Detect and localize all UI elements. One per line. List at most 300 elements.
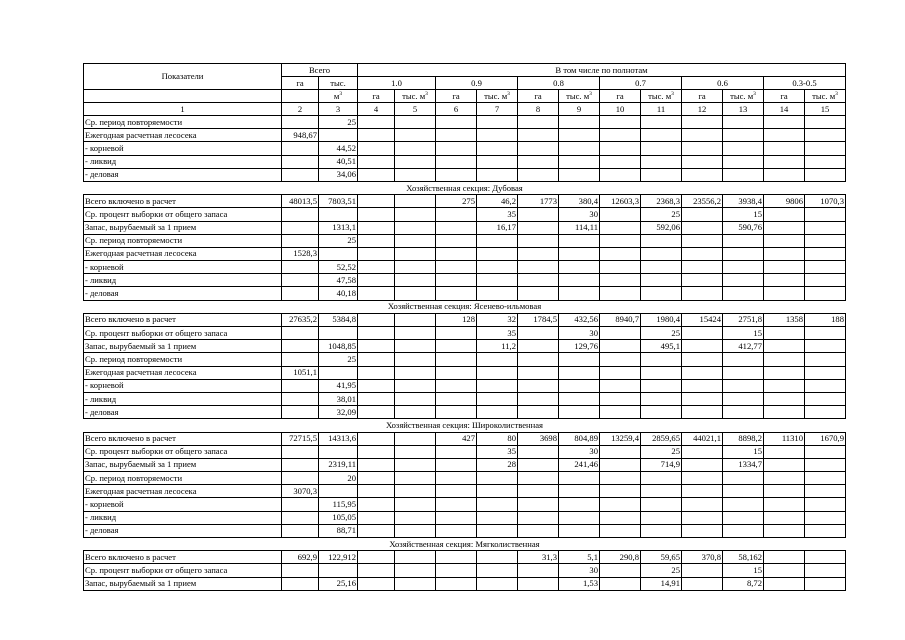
- table-cell: [436, 353, 477, 366]
- table-cell: 25: [641, 564, 682, 577]
- column-number: 14: [764, 103, 805, 116]
- table-cell: [436, 327, 477, 340]
- header-total: Всего: [282, 64, 358, 77]
- table-cell: [559, 485, 600, 498]
- table-cell: [723, 472, 764, 485]
- units-ha: га: [358, 90, 395, 103]
- table-cell: [600, 577, 641, 590]
- table-cell: [436, 577, 477, 590]
- table-cell: [559, 274, 600, 287]
- table-cell: 1784,5: [518, 313, 559, 326]
- table-cell: 804,89: [559, 432, 600, 445]
- table-cell: [723, 511, 764, 524]
- units-thous-m3: тыс. $м^3$: [477, 90, 518, 103]
- row-label: Запас, вырубаемый за 1 прием: [84, 458, 282, 471]
- table-cell: [559, 379, 600, 392]
- table-cell: [518, 208, 559, 221]
- table-cell: [436, 458, 477, 471]
- table-cell: [559, 129, 600, 142]
- table-cell: [282, 353, 319, 366]
- table-row: [84, 564, 846, 577]
- table-cell: [600, 485, 641, 498]
- table-cell: [805, 247, 846, 260]
- table-cell: [477, 577, 518, 590]
- table-cell: [805, 142, 846, 155]
- table-cell: [395, 195, 436, 208]
- table-cell: [395, 445, 436, 458]
- units-empty: [84, 90, 282, 103]
- table-cell: [358, 485, 395, 498]
- table-cell: [641, 287, 682, 300]
- table-cell: [436, 274, 477, 287]
- table-cell: [805, 116, 846, 129]
- table-cell: 2859,65: [641, 432, 682, 445]
- row-label: Ср. процент выборки от общего запаса: [84, 327, 282, 340]
- table-cell: 40,51: [319, 155, 358, 168]
- table-row: [84, 340, 846, 353]
- row-label: Ср. период повторяемости: [84, 472, 282, 485]
- table-cell: 59,65: [641, 551, 682, 564]
- table-body: [84, 116, 846, 591]
- table-cell: 88,71: [319, 524, 358, 537]
- column-number: 2: [282, 103, 319, 116]
- table-cell: [723, 366, 764, 379]
- table-cell: [358, 142, 395, 155]
- table-cell: [358, 392, 395, 405]
- table-cell: [282, 472, 319, 485]
- table-cell: [518, 116, 559, 129]
- table-cell: 129,76: [559, 340, 600, 353]
- table-cell: [723, 142, 764, 155]
- table-cell: [723, 168, 764, 181]
- section-title: Хозяйственная секция: Дубовая: [84, 181, 846, 194]
- table-cell: [600, 524, 641, 537]
- table-cell: [600, 247, 641, 260]
- table-cell: [600, 472, 641, 485]
- table-cell: 25: [319, 234, 358, 247]
- table-cell: [641, 116, 682, 129]
- section-header-row: [84, 181, 846, 194]
- table-cell: 8940,7: [600, 313, 641, 326]
- table-row: [84, 458, 846, 471]
- table-cell: [764, 129, 805, 142]
- table-cell: [358, 524, 395, 537]
- table-cell: [682, 379, 723, 392]
- table-cell: [395, 524, 436, 537]
- table-cell: [682, 485, 723, 498]
- table-cell: [477, 551, 518, 564]
- table-cell: [358, 406, 395, 419]
- table-cell: [282, 511, 319, 524]
- table-cell: 241,46: [559, 458, 600, 471]
- table-cell: [436, 142, 477, 155]
- table-cell: 1773: [518, 195, 559, 208]
- column-number: 11: [641, 103, 682, 116]
- table-cell: [600, 142, 641, 155]
- table-cell: [600, 458, 641, 471]
- table-cell: [518, 274, 559, 287]
- document-page: [83, 63, 846, 591]
- table-cell: [559, 511, 600, 524]
- row-label: Ежегодная расчетная лесосека: [84, 485, 282, 498]
- table-cell: [682, 564, 723, 577]
- section-title: Хозяйственная секция: Широколиственная: [84, 419, 846, 432]
- table-row: [84, 406, 846, 419]
- table-cell: [764, 564, 805, 577]
- table-cell: [436, 340, 477, 353]
- table-cell: [436, 564, 477, 577]
- table-cell: [518, 234, 559, 247]
- table-cell: [358, 458, 395, 471]
- units-row: [84, 90, 846, 103]
- table-cell: 2368,3: [641, 195, 682, 208]
- table-cell: [358, 168, 395, 181]
- table-cell: 52,52: [319, 261, 358, 274]
- row-label: Ср. период повторяемости: [84, 353, 282, 366]
- table-cell: [358, 498, 395, 511]
- table-cell: [764, 221, 805, 234]
- table-cell: [477, 485, 518, 498]
- table-cell: [600, 274, 641, 287]
- row-label: - ликвид: [84, 511, 282, 524]
- table-cell: 46,2: [477, 195, 518, 208]
- table-cell: 41,95: [319, 379, 358, 392]
- row-label: Всего включено в расчет: [84, 432, 282, 445]
- table-cell: [764, 472, 805, 485]
- units-ha: га: [518, 90, 559, 103]
- table-cell: 290,8: [600, 551, 641, 564]
- table-cell: [395, 432, 436, 445]
- table-cell: [764, 287, 805, 300]
- table-cell: [358, 116, 395, 129]
- table-cell: [395, 247, 436, 260]
- section-title: Хозяйственная секция: Мягколиственная: [84, 538, 846, 551]
- table-cell: [395, 406, 436, 419]
- table-cell: [477, 498, 518, 511]
- table-cell: 11,2: [477, 340, 518, 353]
- table-cell: [436, 472, 477, 485]
- table-cell: [282, 142, 319, 155]
- row-label: Запас, вырубаемый за 1 прием: [84, 340, 282, 353]
- table-cell: [395, 485, 436, 498]
- units-ha: га: [436, 90, 477, 103]
- table-cell: [559, 155, 600, 168]
- table-cell: [805, 485, 846, 498]
- table-cell: [477, 116, 518, 129]
- table-cell: 275: [436, 195, 477, 208]
- table-row: [84, 274, 846, 287]
- table-cell: 12603,3: [600, 195, 641, 208]
- table-cell: 3070,3: [282, 485, 319, 498]
- table-cell: [518, 247, 559, 260]
- row-label: - деловая: [84, 168, 282, 181]
- table-cell: [682, 261, 723, 274]
- table-cell: [682, 287, 723, 300]
- table-cell: [395, 498, 436, 511]
- table-cell: 34,06: [319, 168, 358, 181]
- table-cell: [641, 274, 682, 287]
- table-cell: [282, 168, 319, 181]
- table-cell: [282, 564, 319, 577]
- column-number: 10: [600, 103, 641, 116]
- table-cell: [805, 353, 846, 366]
- column-number: 9: [559, 103, 600, 116]
- table-cell: [477, 168, 518, 181]
- table-cell: 32,09: [319, 406, 358, 419]
- table-cell: [682, 498, 723, 511]
- table-cell: [436, 155, 477, 168]
- table-cell: [559, 247, 600, 260]
- table-cell: 114,11: [559, 221, 600, 234]
- table-cell: 14313,6: [319, 432, 358, 445]
- table-cell: [723, 234, 764, 247]
- units-thous-m3: тыс. $м^3$: [395, 90, 436, 103]
- row-label: Всего включено в расчет: [84, 195, 282, 208]
- row-label: Всего включено в расчет: [84, 551, 282, 564]
- table-cell: [477, 366, 518, 379]
- table-cell: 188: [805, 313, 846, 326]
- row-label: Всего включено в расчет: [84, 313, 282, 326]
- table-row: [84, 485, 846, 498]
- table-cell: [319, 366, 358, 379]
- table-cell: [805, 498, 846, 511]
- table-cell: [282, 406, 319, 419]
- table-cell: 432,56: [559, 313, 600, 326]
- table-cell: [395, 551, 436, 564]
- table-cell: [518, 287, 559, 300]
- table-cell: [805, 524, 846, 537]
- row-label: - корневой: [84, 261, 282, 274]
- table-cell: [600, 379, 641, 392]
- column-number: 4: [358, 103, 395, 116]
- table-cell: 16,17: [477, 221, 518, 234]
- table-row: [84, 392, 846, 405]
- table-cell: [723, 524, 764, 537]
- table-cell: [641, 261, 682, 274]
- table-cell: [805, 366, 846, 379]
- table-cell: 14,91: [641, 577, 682, 590]
- table-cell: 35: [477, 327, 518, 340]
- table-cell: [518, 129, 559, 142]
- table-cell: [436, 445, 477, 458]
- header-density: 0.8: [518, 77, 600, 90]
- table-cell: 25: [641, 327, 682, 340]
- table-cell: 35: [477, 208, 518, 221]
- table-cell: [282, 392, 319, 405]
- table-cell: [600, 168, 641, 181]
- table-cell: 948,67: [282, 129, 319, 142]
- table-cell: [518, 577, 559, 590]
- table-cell: 15424: [682, 313, 723, 326]
- table-cell: [723, 392, 764, 405]
- table-cell: [282, 458, 319, 471]
- table-cell: 122,912: [319, 551, 358, 564]
- table-cell: 427: [436, 432, 477, 445]
- table-cell: [282, 577, 319, 590]
- table-cell: 15: [723, 564, 764, 577]
- table-cell: [477, 155, 518, 168]
- header-total-thous: тыс.: [319, 77, 358, 90]
- table-cell: [805, 472, 846, 485]
- table-cell: [723, 155, 764, 168]
- table-cell: 714,9: [641, 458, 682, 471]
- units-ha: га: [764, 90, 805, 103]
- table-cell: [282, 524, 319, 537]
- units-thous-m3: тыс. $м^3$: [559, 90, 600, 103]
- table-cell: [436, 406, 477, 419]
- table-cell: [805, 221, 846, 234]
- row-label: Запас, вырубаемый за 1 прием: [84, 221, 282, 234]
- table-cell: [805, 168, 846, 181]
- table-cell: [358, 155, 395, 168]
- table-cell: [764, 247, 805, 260]
- table-cell: [282, 221, 319, 234]
- table-cell: [682, 116, 723, 129]
- table-row: [84, 142, 846, 155]
- table-cell: [805, 234, 846, 247]
- table-cell: [805, 287, 846, 300]
- table-cell: 28: [477, 458, 518, 471]
- table-row: [84, 116, 846, 129]
- table-cell: [805, 458, 846, 471]
- table-cell: [436, 116, 477, 129]
- table-cell: [477, 379, 518, 392]
- table-cell: 35: [477, 445, 518, 458]
- table-cell: [358, 221, 395, 234]
- row-label: Ежегодная расчетная лесосека: [84, 366, 282, 379]
- table-cell: [764, 511, 805, 524]
- table-cell: [395, 577, 436, 590]
- table-cell: [641, 168, 682, 181]
- table-cell: [395, 261, 436, 274]
- table-row: [84, 155, 846, 168]
- table-cell: [436, 287, 477, 300]
- table-cell: [641, 511, 682, 524]
- table-cell: 412,77: [723, 340, 764, 353]
- table-cell: [395, 340, 436, 353]
- table-cell: [358, 195, 395, 208]
- table-cell: [395, 155, 436, 168]
- row-label: Ср. период повторяемости: [84, 116, 282, 129]
- units-empty: [282, 90, 319, 103]
- table-cell: [559, 234, 600, 247]
- table-cell: [641, 524, 682, 537]
- table-cell: [436, 208, 477, 221]
- table-cell: [358, 511, 395, 524]
- table-row: [84, 287, 846, 300]
- table-cell: [805, 445, 846, 458]
- table-cell: [641, 353, 682, 366]
- units-thous-m3: тыс. $м^3$: [641, 90, 682, 103]
- table-cell: 38,01: [319, 392, 358, 405]
- table-cell: [477, 564, 518, 577]
- table-header: [84, 64, 846, 116]
- section-header-row: [84, 419, 846, 432]
- table-cell: 25,16: [319, 577, 358, 590]
- table-cell: [518, 327, 559, 340]
- table-cell: [358, 564, 395, 577]
- table-cell: [600, 129, 641, 142]
- table-cell: [600, 287, 641, 300]
- column-number: 7: [477, 103, 518, 116]
- table-cell: [477, 392, 518, 405]
- table-cell: [395, 379, 436, 392]
- table-cell: [319, 564, 358, 577]
- table-cell: [319, 129, 358, 142]
- table-cell: [805, 155, 846, 168]
- table-cell: 1528,3: [282, 247, 319, 260]
- table-cell: [682, 274, 723, 287]
- table-cell: [319, 247, 358, 260]
- table-cell: [319, 445, 358, 458]
- table-cell: 105,05: [319, 511, 358, 524]
- table-cell: [395, 208, 436, 221]
- table-cell: [764, 353, 805, 366]
- table-cell: [358, 274, 395, 287]
- table-cell: [723, 116, 764, 129]
- table-cell: [319, 327, 358, 340]
- table-cell: [682, 472, 723, 485]
- table-row: [84, 379, 846, 392]
- table-cell: 592,06: [641, 221, 682, 234]
- table-cell: 1334,7: [723, 458, 764, 471]
- table-cell: 30: [559, 208, 600, 221]
- table-cell: [358, 577, 395, 590]
- table-cell: [641, 392, 682, 405]
- table-cell: 1048,85: [319, 340, 358, 353]
- table-cell: [436, 524, 477, 537]
- table-cell: [600, 564, 641, 577]
- table-cell: 495,1: [641, 340, 682, 353]
- table-cell: [395, 142, 436, 155]
- header-density: 0.9: [436, 77, 518, 90]
- row-label: Ежегодная расчетная лесосека: [84, 129, 282, 142]
- table-cell: [395, 392, 436, 405]
- table-cell: 2319,11: [319, 458, 358, 471]
- table-cell: [682, 142, 723, 155]
- table-cell: [559, 261, 600, 274]
- table-cell: [805, 551, 846, 564]
- table-cell: 692,9: [282, 551, 319, 564]
- table-cell: [358, 379, 395, 392]
- table-cell: [436, 129, 477, 142]
- table-cell: [641, 498, 682, 511]
- table-cell: 1313,1: [319, 221, 358, 234]
- table-cell: [682, 327, 723, 340]
- table-cell: [358, 261, 395, 274]
- table-cell: [395, 313, 436, 326]
- header-density: 0.3-0.5: [764, 77, 846, 90]
- table-cell: [395, 511, 436, 524]
- row-label: - корневой: [84, 142, 282, 155]
- table-cell: [641, 247, 682, 260]
- table-row: [84, 221, 846, 234]
- table-cell: 7803,51: [319, 195, 358, 208]
- section-title: Хозяйственная секция: Ясенево-ильмовая: [84, 300, 846, 313]
- table-cell: [319, 208, 358, 221]
- table-cell: [764, 155, 805, 168]
- column-numbers-row: [84, 103, 846, 116]
- table-row: [84, 168, 846, 181]
- table-cell: [436, 366, 477, 379]
- table-cell: 3698: [518, 432, 559, 445]
- table-cell: [682, 353, 723, 366]
- table-cell: [518, 366, 559, 379]
- table-row: [84, 195, 846, 208]
- table-cell: [682, 168, 723, 181]
- table-cell: 15: [723, 327, 764, 340]
- table-cell: [358, 247, 395, 260]
